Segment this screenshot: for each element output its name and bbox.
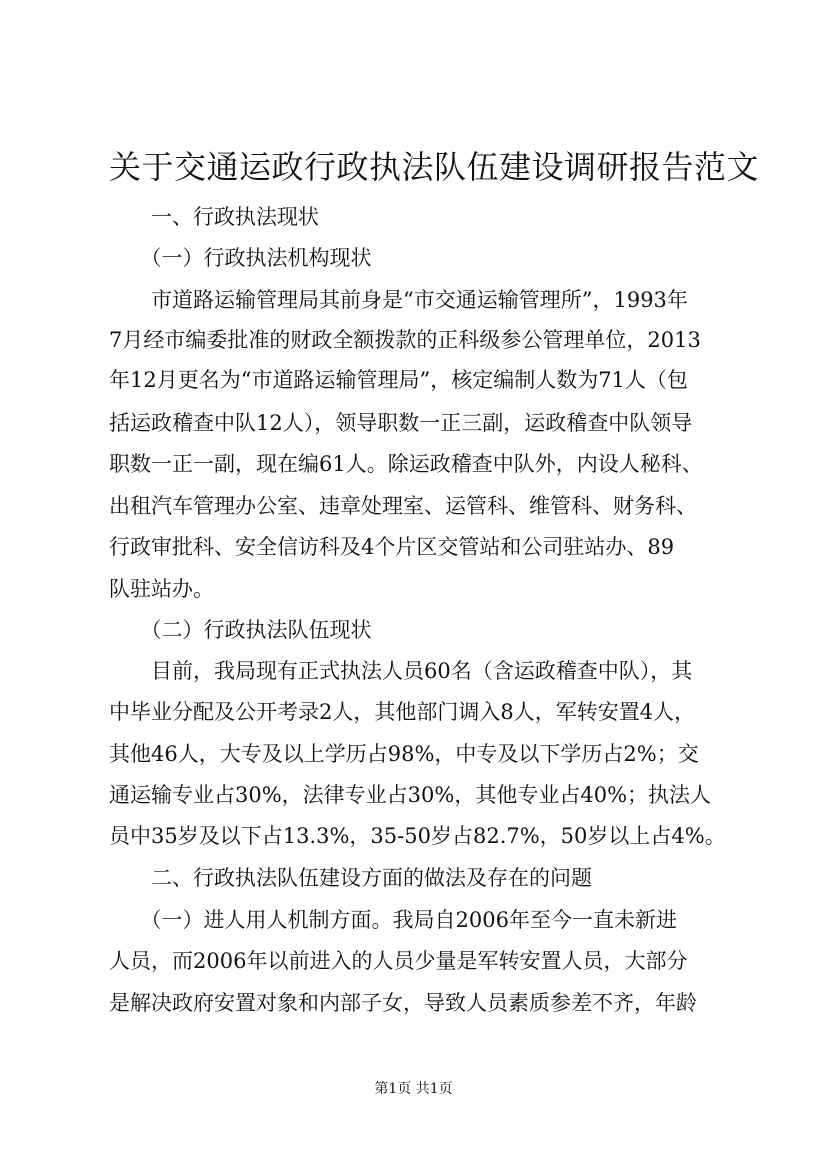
body-line: 7月经市编委批准的财政全额拨款的正科级参公管理单位，2013 [109,328,701,352]
body-line: 人员，而2006年以前进入的人员少量是军转安置人员，大部分 [109,949,688,973]
body-line: 一、行政执法现状 [109,205,319,229]
body-line: 行政审批科、安全信访科及4个片区交管站和公司驻站办、89 [109,535,675,559]
body-line: 括运政稽查中队12人），领导职数一正三副，运政稽查中队领导 [109,411,693,435]
body-line: 年12月更名为“市道路运输管理局”，核定编制人数为71人（包 [109,368,688,392]
body-line: （二）行政执法队伍现状 [109,618,372,642]
body-line: 其他46人，大专及以上学历占98%，中专及以下学历占2%；交 [109,742,699,766]
body-line: 员中35岁及以下占13.3%，35-50岁占82.7%，50岁以上占4%。 [109,824,726,848]
page-number: 第1页 共1页 [374,1081,453,1097]
body-line: 职数一正一副，现在编61人。除运政稽查中队外，内设人秘科、 [109,452,703,476]
body-line: 二、行政执法队伍建设方面的做法及存在的问题 [109,866,592,890]
body-line: 是解决政府安置对象和内部子女，导致人员素质参差不齐，年龄 [109,991,697,1015]
body-line: （一）行政执法机构现状 [109,246,372,270]
body-line: 通运输专业占30%，法律专业占30%，其他专业占40%；执法人 [109,783,712,807]
body-line: 出租汽车管理办公室、违章处理室、运管科、维管科、财务科、 [109,494,697,518]
body-line: 队驻站办。 [109,577,214,601]
body-line: （一）进人用人机制方面。我局自2006年至今一直未新进 [109,908,677,932]
body-line: 市道路运输管理局其前身是“市交通运输管理所”，1993年 [109,288,688,312]
body-line: 目前，我局现有正式执法人员60名（含运政稽查中队），其 [109,659,693,683]
body-line: 中毕业分配及公开考录2人，其他部门调入8人，军转安置4人， [109,700,696,724]
document-title: 关于交通运政行政执法队伍建设调研报告范文 [109,148,760,186]
